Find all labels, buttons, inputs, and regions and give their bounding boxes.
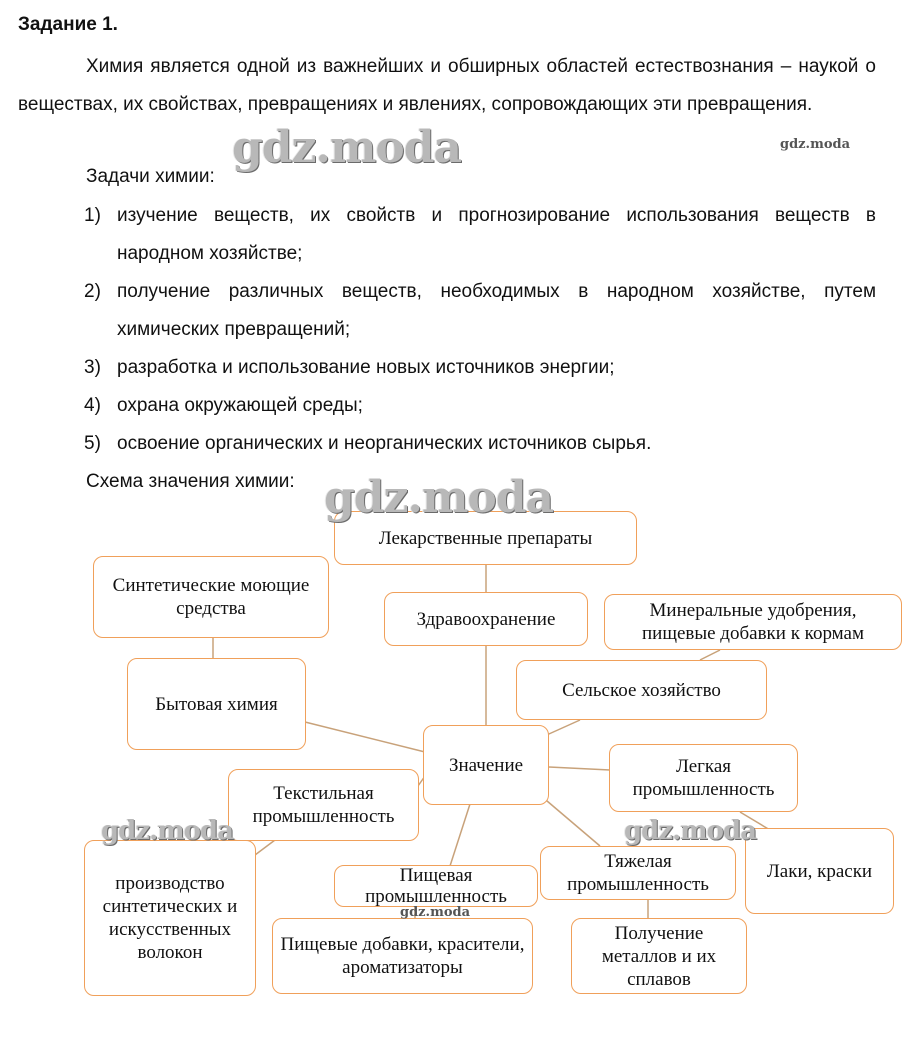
watermark: gdz.moda [624,816,757,846]
watermark: gdz.moda [324,472,554,523]
connector-center-heavy [540,795,600,846]
box-agriculture: Сельское хозяйство [516,660,767,720]
list-item-text: освоение органических и неорганических источников сырья. [117,433,652,454]
list-item-number: 1) [84,205,101,226]
box-medicines: Лекарственные препараты [334,511,637,565]
connector-center-light [549,767,610,770]
watermark: gdz.moda [780,137,851,152]
box-textile: Текстильная промышленность [228,769,419,841]
box-heavy-industry: Тяжелая промышленность [540,846,736,900]
watermark: gdz.moda [400,905,471,920]
connector-fertilizers-agriculture [700,650,720,660]
list-item-number: 5) [84,433,101,454]
intro-paragraph: Химия является одной из важнейших и обширных областей естествознания – наукой о веществах, их свойствах, превращениях и явлениях, сопровождающих эти превращения. [18,56,876,115]
watermark: gdz.moda [101,816,234,846]
list-item-number: 3) [84,357,101,378]
box-healthcare: Здравоохранение [384,592,588,646]
task-title: Задание 1. [18,14,118,35]
box-light-industry: Легкая промышленность [609,744,798,812]
scheme-heading: Схема значения химии: [86,471,295,492]
box-fertilizers: Минеральные удобрения, пищевые добавки к кормам [604,594,902,650]
box-fibers: производство синтетических и искусственных волокон [84,840,256,996]
connector-center-food [450,804,470,866]
watermark: gdz.moda [232,122,462,173]
box-household: Бытовая химия [127,658,306,750]
box-center: Значение [423,725,549,805]
connector-textile-fibers [255,840,275,855]
list-item-text: изучение веществ, их свойств и прогнозирование использования веществ в народном хозяйстве; [117,205,876,264]
list-item-text: получение различных веществ, необходимых в народном хозяйстве, путем химических превращений; [117,281,876,340]
box-paints: Лаки, краски [745,828,894,914]
list-item-number: 2) [84,281,101,302]
box-food-additives: Пищевые добавки, красители, ароматизаторы [272,918,533,994]
box-detergents: Синтетические моющие средства [93,556,329,638]
tasks-heading: Задачи химии: [86,166,215,187]
box-metals: Получение металлов и их сплавов [571,918,747,994]
list-item-text: охрана окружающей среды; [117,395,363,416]
box-food-industry: Пищевая промышленность [334,865,538,907]
connector-household-center [305,722,425,752]
list-item-text: разработка и использование новых источников энергии; [117,357,615,378]
list-item-number: 4) [84,395,101,416]
